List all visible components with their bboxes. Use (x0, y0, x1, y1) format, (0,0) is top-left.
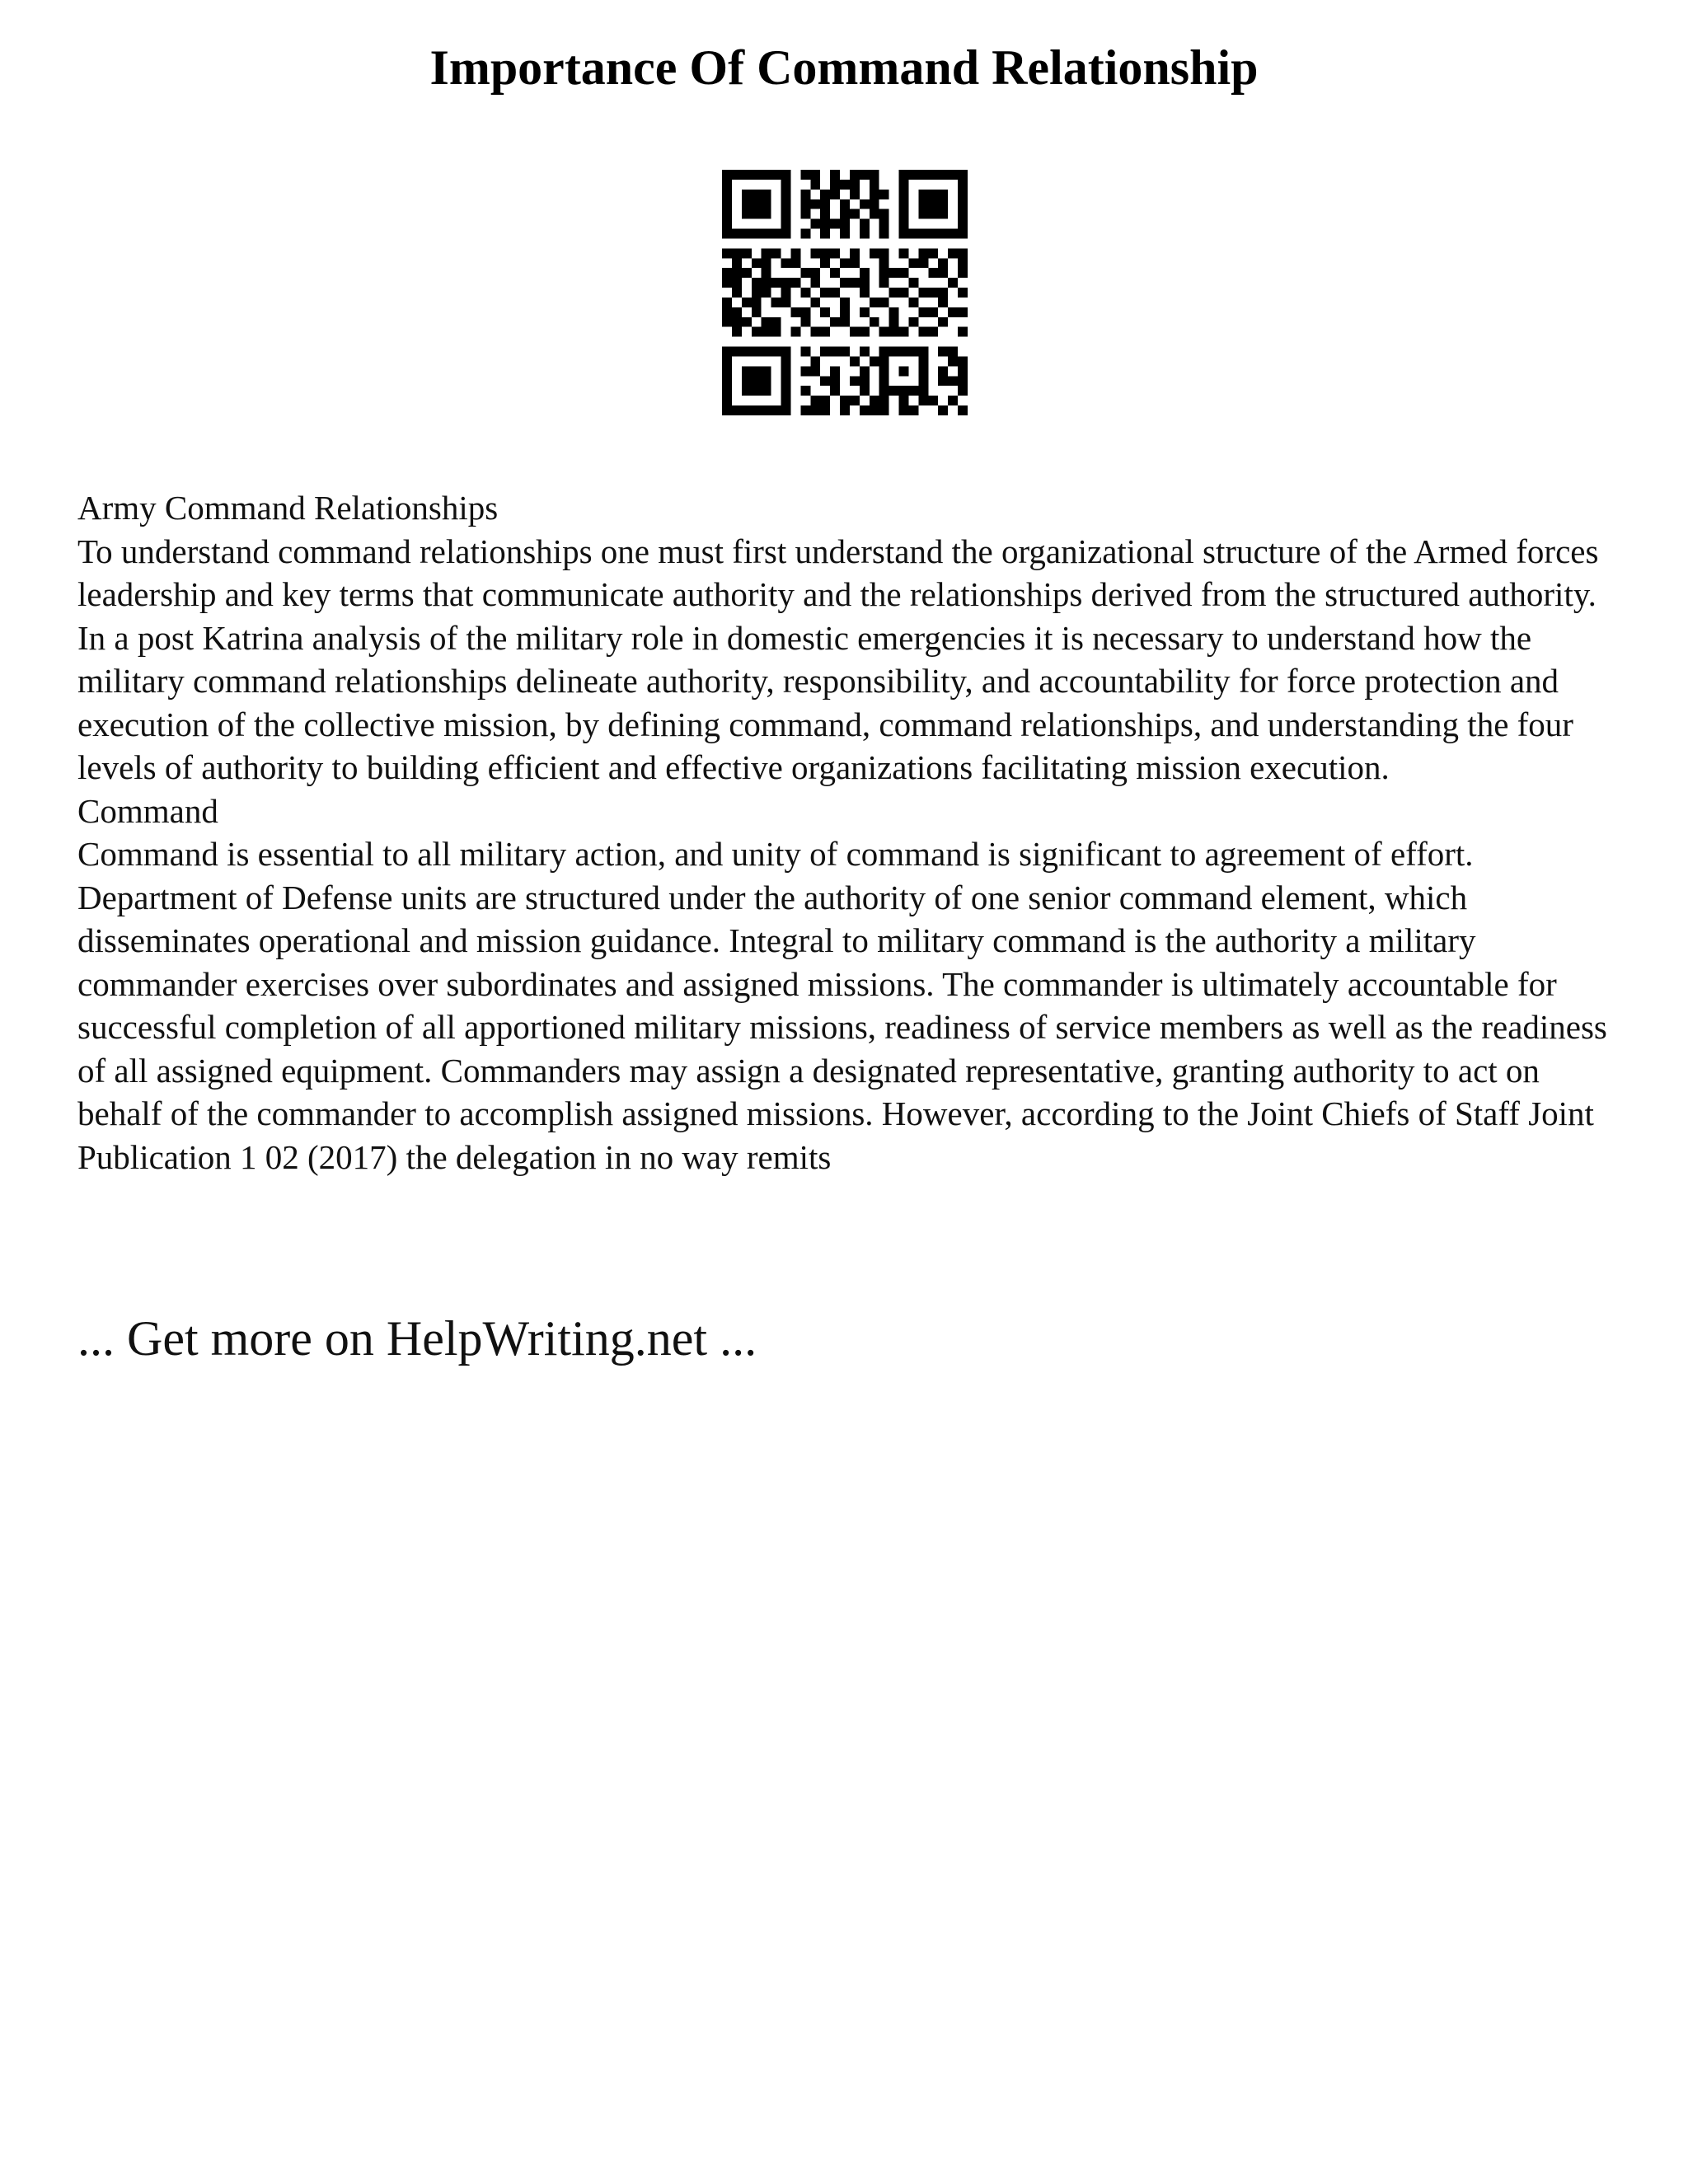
qr-code-icon (722, 170, 968, 415)
section-paragraph-command: Command is essential to all military action, and unity of command is significant to agreement of effort. Department of Defense units are structured under the authority of one senior command element, which disseminates operational and mission guidance. Integral to military command is the authority a military commander exercises over subordinates and assigned missions. The commander is ultimately accountable for successful completion of all apportioned military missions, readiness of service members as well as the readiness of all assigned equipment. Commanders may assign a designated representative, granting authority to act on behalf of the commander to accomplish assigned missions. However, according to the Joint Chiefs of Staff Joint Publication 1 02 (2017) the delegation in no way remits (77, 835, 1607, 1176)
section-heading-command: Command (77, 791, 218, 830)
section-heading-army-command-relationships: Army Command Relationships (77, 489, 499, 527)
section-paragraph-army-command-relationships: To understand command relationships one must first understand the organizational structure of the Armed forces leadership and key terms that communicate authority and the relationships derived from the structured authority. In a post Katrina analysis of the military role in domestic emergencies it is necessary to understand how the military command relationships delineate authority, responsibility, and accountability for force protection and execution of the collective mission, by defining command, command relationships, and understanding the four levels of authority to building efficient and effective organizations facilitating mission execution. (77, 532, 1599, 786)
article-body (77, 486, 1627, 1179)
get-more-link[interactable]: ... Get more on HelpWriting.net ... (77, 1311, 757, 1366)
page-title: Importance Of Command Relationship (429, 40, 1259, 95)
